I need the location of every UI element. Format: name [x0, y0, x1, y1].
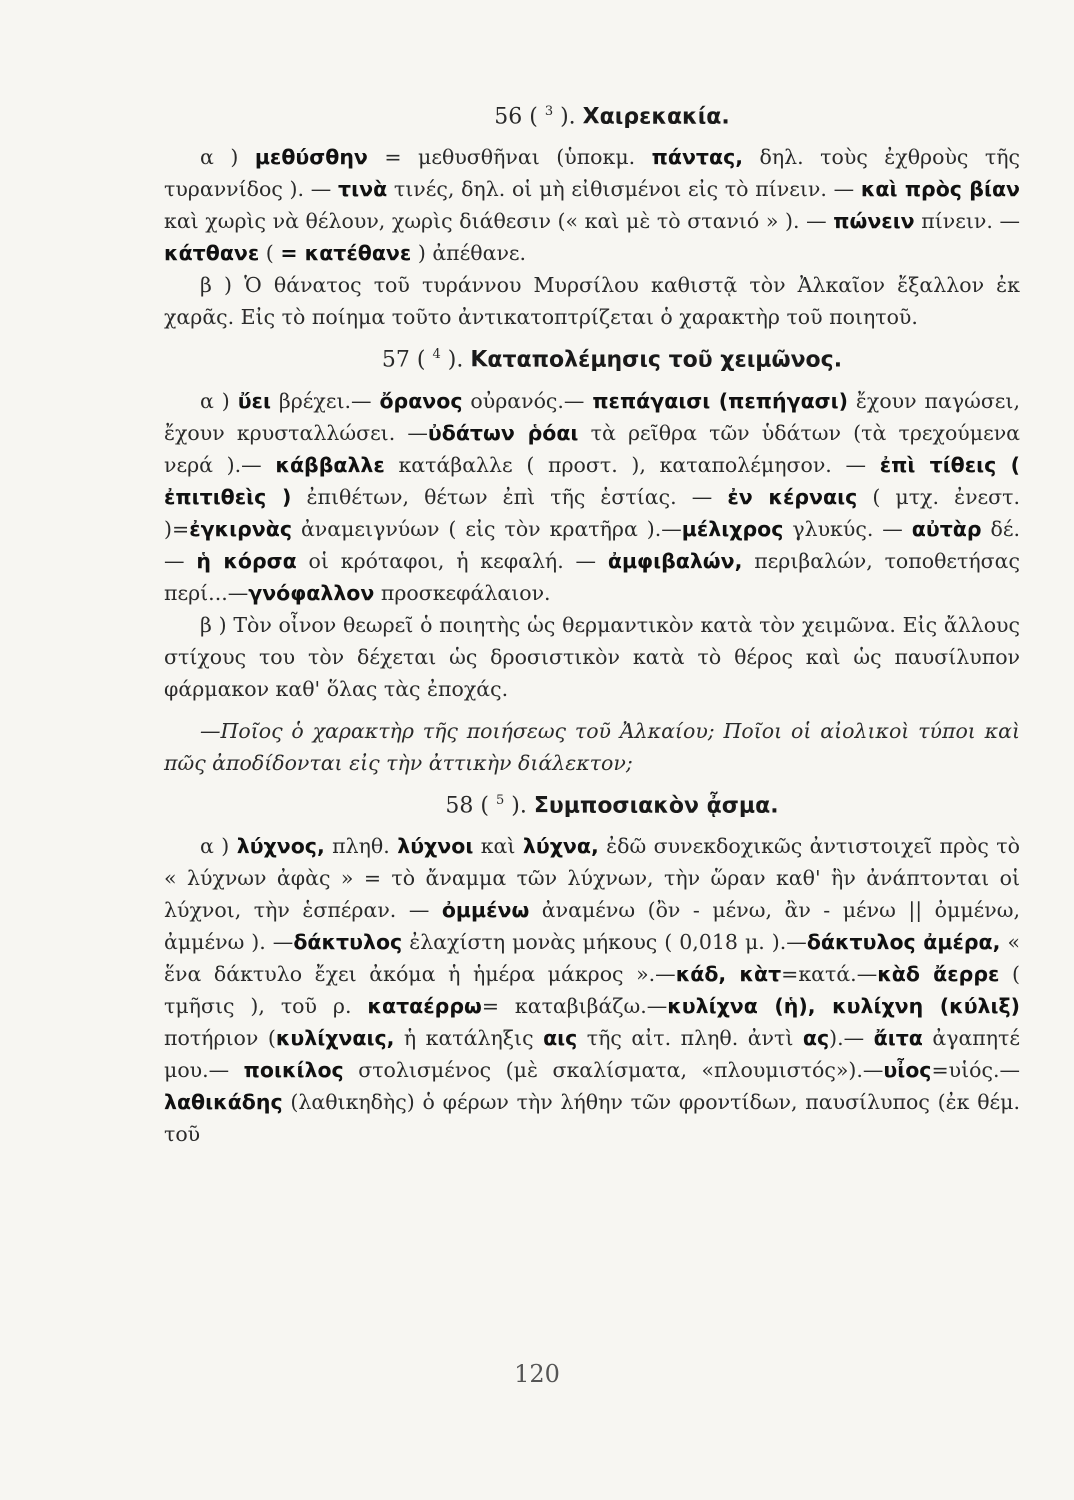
glossed-term: ὀμμένω [441, 897, 530, 922]
section-number: 58 ( [445, 792, 496, 818]
page-number: 120 [514, 1360, 560, 1388]
glossed-term: ὔει [237, 388, 271, 413]
glossed-term: δάκτυλος [293, 929, 403, 954]
paragraph: α ) ὔει βρέχει.— ὄρανος οὐρανός.— πεπάγαισι (πεπήγασι) ἔχουν παγώσει, ἔχουν κρυσταλλώσει. —ὐδάτων ῥόαι τὰ ρεῖθρα τῶν ὑδάτων (τὰ τρεχούμενα νερά ).— κάββαλλε κατάβαλλε ( προστ. ), καταπολέμησον. — ἐπὶ τίθεις ( ἐπιτιθεὶς ) ἐπιθέτων, θέτων ἐπὶ τῆς ἑστίας. — ἐν κέρναις ( μτχ. ἐνεστ. )=ἐγκιρνὰς ἀναμειγνύων ( εἰς τὸν κρατῆρα ).—μέλιχρος γλυκύς. — αὐτὰρ δέ. — ἡ κόρσα οἱ κρόταφοι, ἡ κεφαλή. — ἀμφιβαλών, περιβαλών, τοποθετήσας περί...—γνόφαλλον προσκεφάλαιον. [164, 388, 1021, 605]
glossed-term: κάββαλλε [275, 452, 385, 477]
glossed-term: ἐγκιρνὰς [189, 516, 292, 541]
section-reference: 3 [544, 104, 554, 119]
paragraph: β ) Τὸν οἶνον θεωρεῖ ὁ ποιητὴς ὡς θερμαντικὸν κατὰ τὸν χειμῶνα. Εἰς ἄλλους στίχους του τὸν δέχεται ὡς δροσιστικὸν κατὰ τὸ θέρος καὶ ὡς παυσίλυπον φάρμακον καθ' ὅλας τὰς ἐποχάς. [164, 612, 1020, 701]
glossed-term: μέλιχρος [681, 516, 784, 541]
glossed-term: λύχνοι [397, 833, 474, 858]
section-number: 57 ( [381, 347, 433, 373]
glossed-term: δάκτυλος ἀμέρα, [806, 929, 1001, 954]
glossed-term: ὄρανος [379, 388, 463, 413]
section-title: Συμποσιακὸν ᾆσμα. [533, 792, 779, 818]
glossed-term: καὶ πρὸς βίαν [860, 177, 1021, 202]
section-number: 56 ( [494, 104, 545, 130]
glossed-term: λύχνος, [236, 833, 325, 858]
glossed-term: γνόφαλλον [248, 580, 375, 605]
paragraph: α ) μεθύσθην = μεθυσθῆναι (ὑποκμ. πάντας, δηλ. τοὺς ἐχθροὺς τῆς τυραννίδος ). — τινὰ τινές, δηλ. οἱ μὴ εἰθισμένοι εἰς τὸ πίνειν. — καὶ πρὸς βίαν καὶ χωρὶς νὰ θέλουν, χωρὶς διάθεσιν (« καὶ μὲ τὸ στανιό » ). — πώνειν πίνειν. — κάτθανε ( = κατέθανε ) ἀπέθανε. [164, 145, 1021, 266]
glossed-term: κάδ, κὰτ [675, 961, 782, 986]
glossed-term: ἡ κόρσα [196, 548, 297, 573]
glossed-term: ποικίλος [243, 1057, 344, 1082]
glossed-term: κυλίχνα (ἡ), κυλίχνη (κύλιξ) [667, 993, 1020, 1018]
glossed-term: καταέρρω [367, 993, 482, 1018]
glossed-term: κάτθανε [164, 241, 260, 266]
section-heading: 58 ( $^5$ ). Συμποσιακὸν ᾆσμα. [445, 792, 779, 818]
glossed-term: κυλίχναις, [275, 1025, 395, 1050]
glossed-term: κὰδ ἄερρε [877, 961, 1000, 986]
glossed-term: πάντας, [651, 145, 744, 170]
glossed-term: τινὰ [338, 177, 388, 202]
section-reference: 4 [432, 347, 441, 363]
glossed-term: ἐπὶ τίθεις ( ἐπιτιθεὶς ) [164, 452, 1020, 509]
glossed-term: ἐν κέρναις [727, 484, 858, 509]
glossed-term: ας [802, 1025, 830, 1050]
glossed-term: = κατέθανε [280, 241, 412, 266]
page-text [164, 90, 1020, 1150]
paragraph: β ) Ὁ θάνατος τοῦ τυράννου Μυρσίλου καθιστᾷ τὸν Ἀλκαῖον ἔξαλλον ἐκ χαρᾶς. Εἰς τὸ ποίημα τοῦτο ἀντικατοπτρίζεται ὁ χαρακτὴρ τοῦ ποιητοῦ. [164, 273, 1020, 330]
glossed-term: μεθύσθην [254, 145, 368, 170]
glossed-term: αις [543, 1025, 578, 1050]
glossed-term: υἶος [883, 1057, 932, 1082]
glossed-term: ὐδάτων ῥόαι [427, 420, 579, 445]
study-question: —Ποῖος ὁ χαρακτὴρ τῆς ποιήσεως τοῦ Ἀλκαίου; Ποῖοι οἱ αἰολικοὶ τύποι καὶ πῶς ἀποδίδονται εἰς τὴν ἀττικὴν διάλεκτον; [164, 718, 1020, 775]
glossed-term: λαθικάδης [164, 1089, 283, 1114]
section-reference: 5 [496, 792, 505, 808]
glossed-term: ἄιτα [873, 1025, 923, 1050]
paragraph: α ) λύχνος, πληθ. λύχνοι καὶ λύχνα, ἐδῶ συνεκδοχικῶς ἀντιστοιχεῖ πρὸς τὸ « λύχνων ἀφὰς » = τὸ ἄναμμα τῶν λύχνων, τὴν ὥραν καθ' ἣν ἀνάπτονται οἱ λύχνοι, τὴν ἑσπέραν. — ὀμμένω ἀναμένω (ὂν - μένω, ἂν - μένω || ὀμμένω, ἀμμένω ). —δάκτυλος ἐλαχίστη μονὰς μήκους ( 0,018 μ. ).—δάκτυλος ἀμέρα, « ἕνα δάκτυλο ἔχει ἀκόμα ἡ ἡμέρα μάκρος ».—κάδ, κὰτ=κατά.—κὰδ ἄερρε ( τμῆσις ), τοῦ ρ. καταέρρω= καταβιβάζω.—κυλίχνα (ἡ), κυλίχνη (κύλιξ) ποτήριον (κυλίχναις, ἡ κατάληξις αις τῆς αἰτ. πληθ. ἀντὶ ας).— ἄιτα ἀγαπητέ μου.— ποικίλος στολισμένος (μὲ σκαλίσματα, «πλουμιστός»).—υἶος=υἱός.—λαθικάδης (λαθικηδὴς) ὁ φέρων τὴν λήθην τῶν φροντίδων, παυσίλυπος (ἐκ θέμ. τοῦ [164, 833, 1021, 1146]
section-title: Χαιρεκακία. [582, 104, 730, 130]
glossed-term: ἀμφιβαλών, [607, 548, 743, 573]
section-title: Καταπολέμησις τοῦ χειμῶνος. [470, 347, 843, 373]
glossed-term: πεπάγαισι (πεπήγασι) [592, 388, 848, 413]
glossed-term: αὐτὰρ [911, 516, 982, 541]
section-heading: 57 ( $^4$ ). Καταπολέμησις τοῦ χειμῶνος. [381, 347, 843, 373]
glossed-term: πώνειν [833, 209, 915, 234]
section-heading: 56 ( $^3$ ). Χαιρεκακία. [494, 104, 730, 130]
glossed-term: λύχνα, [522, 833, 599, 858]
